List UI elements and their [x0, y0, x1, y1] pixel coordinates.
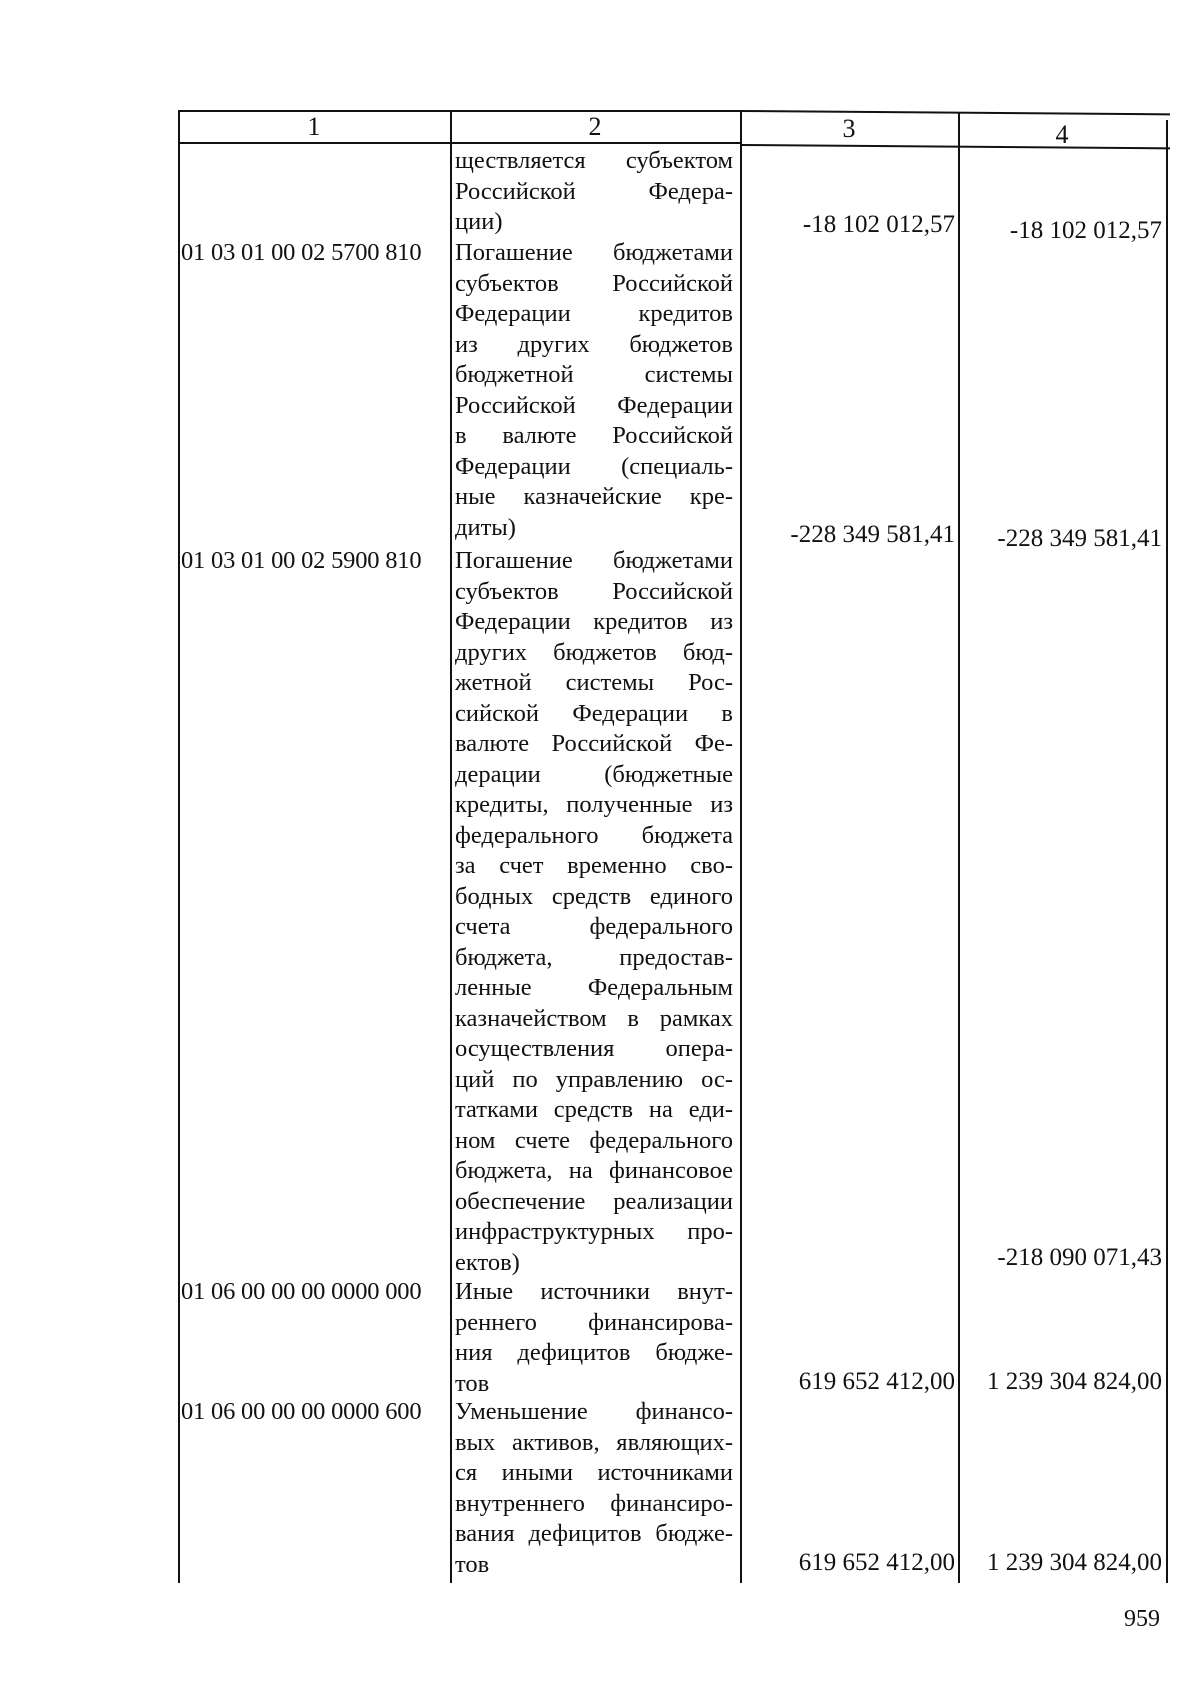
description-line: дерации (бюджетные — [455, 760, 733, 788]
table-row-3-col3: 619 652 412,00 — [798, 1368, 955, 1395]
description-line: бюджета, на финансовое — [455, 1157, 733, 1184]
description-line: Федерации кредитов из — [455, 608, 733, 635]
description-line: тов — [455, 1369, 490, 1397]
description-line: тов — [455, 1550, 490, 1578]
description-line: ции) — [455, 208, 503, 235]
description-line: Федерации (специаль- — [455, 452, 733, 480]
description-line: ные казначейские кре- — [455, 483, 733, 510]
description-line: ций по управлению ос- — [455, 1065, 733, 1093]
description-line: за счет временно сво- — [455, 852, 733, 879]
table-row-4-description — [455, 1397, 733, 1580]
description-line: внутреннего финансиро- — [455, 1489, 733, 1517]
description-line: других бюджетов бюд- — [455, 638, 733, 666]
table-row-4-col3: 619 652 412,00 — [798, 1549, 955, 1576]
description-line: вания дефицитов бюдже- — [455, 1520, 733, 1547]
table-row-3-code: 01 06 00 00 00 0000 000 — [181, 1278, 422, 1305]
description-line: Уменьшение финансо- — [455, 1398, 733, 1425]
description-line: в валюте Российской — [455, 422, 733, 449]
description-line: бодных средств единого — [455, 882, 733, 910]
table-row-1-col4: -228 349 581,41 — [997, 525, 1162, 552]
description-line: диты) — [455, 513, 516, 541]
description-line: Иные источники внут- — [455, 1278, 733, 1305]
description-line: ния дефицитов бюдже- — [455, 1339, 733, 1366]
table-row-0-col4: -18 102 012,57 — [1009, 217, 1162, 244]
description-line: субъектов Российской — [455, 269, 733, 297]
description-line: кредиты, полученные из — [455, 791, 733, 818]
description-line: из других бюджетов — [455, 330, 733, 358]
table-row-4-col4: 1 239 304 824,00 — [987, 1549, 1162, 1576]
column-border-2-3 — [740, 110, 742, 1583]
description-line: бюджета, предостав- — [455, 943, 733, 971]
column-header-2: 2 — [588, 112, 602, 141]
header-bottom-border — [178, 142, 740, 144]
table-row-2-description — [455, 546, 733, 1278]
description-line: жетной системы Рос- — [455, 669, 733, 696]
description-line: инфраструктурных про- — [455, 1218, 733, 1245]
description-line: ся иными источниками — [455, 1459, 733, 1486]
column-border-1-2 — [450, 110, 452, 1583]
description-line: осуществления опера- — [455, 1035, 733, 1062]
column-header-3: 3 — [842, 114, 856, 143]
column-border-3-4 — [958, 113, 960, 1583]
description-line: сийской Федерации в — [455, 699, 733, 727]
column-header-1: 1 — [307, 112, 321, 141]
description-line: бюджетной системы — [455, 361, 733, 388]
table-row-4-code: 01 06 00 00 00 0000 600 — [181, 1398, 422, 1425]
column-header-4: 4 — [1055, 120, 1069, 149]
description-line: субъектов Российской — [455, 577, 733, 605]
page-number: 959 — [1124, 1606, 1160, 1632]
description-line: реннего финансирова- — [455, 1308, 733, 1336]
description-line: Российской Федера- — [455, 177, 733, 205]
description-line: вых активов, являющих- — [455, 1428, 733, 1456]
description-line: обеспечение реализации — [455, 1187, 733, 1215]
column-border-right — [1166, 120, 1168, 1583]
description-line: федерального бюджета — [455, 821, 733, 849]
description-line: татками средств на еди- — [455, 1096, 733, 1123]
description-line: казначейством в рамках — [455, 1004, 733, 1032]
table-row-1-col3: -228 349 581,41 — [790, 521, 955, 548]
table-row-3-col4: 1 239 304 824,00 — [987, 1368, 1162, 1395]
description-line: Погашение бюджетами — [455, 239, 733, 266]
table-row-1-code: 01 03 01 00 02 5700 810 — [181, 239, 422, 266]
description-line: Погашение бюджетами — [455, 547, 733, 574]
table-row-0-description — [455, 146, 733, 238]
description-line: ленные Федеральным — [455, 974, 733, 1001]
description-line: ществляется субъектом — [455, 147, 733, 174]
description-line: Федерации кредитов — [455, 300, 733, 327]
table-row-1-description — [455, 238, 733, 543]
table-row-0-col3: -18 102 012,57 — [802, 211, 955, 238]
description-line: валюте Российской Фе- — [455, 730, 733, 757]
description-line: счета федерального — [455, 913, 733, 940]
table-row-3-description — [455, 1277, 733, 1399]
description-line: ектов) — [455, 1248, 520, 1276]
description-line: ном счете федерального — [455, 1126, 733, 1154]
table-row-2-col4: -218 090 071,43 — [997, 1244, 1162, 1271]
description-line: Российской Федерации — [455, 391, 733, 419]
table-row-2-code: 01 03 01 00 02 5900 810 — [181, 547, 422, 574]
column-border-left — [178, 110, 180, 1583]
